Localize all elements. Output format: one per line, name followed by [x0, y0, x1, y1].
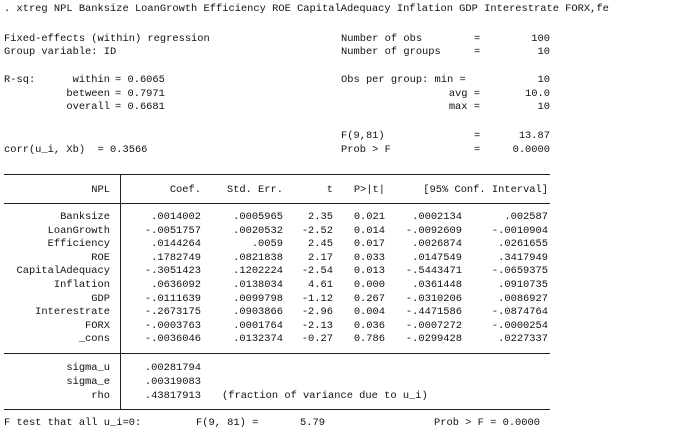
rho-value: .43817913	[144, 390, 201, 402]
cell-hi: .3417949	[498, 251, 548, 264]
cell-t: -0.27	[301, 333, 333, 346]
cell-coef: .0014002	[151, 211, 201, 223]
cell-lo: -.5443471	[405, 265, 462, 278]
fstat-value: 13.87	[518, 130, 550, 142]
sigma-u-label: sigma_u	[66, 362, 110, 374]
cell-var: Efficiency	[47, 238, 110, 251]
cell-se: .0903866	[233, 306, 283, 319]
cell-hi: -.0010904	[491, 224, 548, 237]
cell-t: -2.54	[301, 265, 333, 278]
cell-coef: -.0036046	[144, 333, 201, 346]
table-bottom-rule	[4, 409, 550, 410]
cell-coef: -.3051423	[144, 265, 201, 278]
cell-p: 0.017	[353, 238, 385, 251]
sigma-e-value: .00319083	[144, 376, 201, 388]
cell-lo: .0026874	[412, 238, 462, 251]
nobs-value: 100	[531, 33, 550, 45]
cell-t: -1.12	[301, 292, 333, 305]
table-header-rule	[4, 203, 550, 204]
cell-se: .0005965	[233, 211, 283, 223]
col-coef-header: Coef.	[169, 184, 201, 196]
cell-t: 2.35	[308, 211, 333, 223]
cell-hi: .0910735	[498, 279, 548, 291]
cell-hi: -.0000254	[491, 319, 548, 332]
cell-var: FORX	[85, 319, 110, 332]
cell-t: 2.45	[308, 238, 333, 251]
cell-p: 0.000	[353, 279, 385, 291]
col-ci-header: [95% Conf. Interval]	[423, 184, 548, 196]
cell-t: -2.13	[301, 319, 333, 332]
cell-coef: .0636092	[151, 279, 201, 291]
table-top-rule	[4, 174, 550, 175]
ftest-label: F test that all u_i=0:	[4, 417, 142, 429]
cell-se: .0821838	[233, 251, 283, 264]
cell-coef: -.0111639	[144, 292, 201, 305]
cell-t: 2.17	[308, 251, 333, 264]
cell-se: .0059	[251, 238, 283, 251]
cell-p: 0.014	[353, 224, 385, 237]
cell-lo: -.0007272	[405, 319, 462, 332]
cell-var: CapitalAdequacy	[16, 265, 110, 278]
cell-coef: -.0003763	[144, 319, 201, 332]
cell-t: -2.52	[301, 224, 333, 237]
cell-lo: -.0092609	[405, 224, 462, 237]
cell-p: 0.013	[353, 265, 385, 278]
cell-lo: .0002134	[412, 211, 462, 223]
cell-hi: .002587	[504, 211, 548, 223]
cell-se: .1202224	[233, 265, 283, 278]
cell-p: 0.004	[353, 306, 385, 319]
obs-max-value: 10	[537, 101, 550, 113]
cell-hi: .0086927	[498, 292, 548, 305]
cell-hi: .0261655	[498, 238, 548, 251]
obs-avg-value: 10.0	[525, 88, 550, 100]
cell-coef: -.2673175	[144, 306, 201, 319]
table-sigma-rule	[4, 353, 550, 354]
sigma-u-value: .00281794	[144, 362, 201, 374]
ngroups-value: 10	[537, 46, 550, 58]
cell-se: .0138034	[233, 279, 283, 291]
ngroups-label: Number of groups	[341, 46, 441, 58]
cell-lo: .0361448	[412, 279, 462, 291]
obs-min-value: 10	[537, 74, 550, 86]
cell-se: .0132374	[233, 333, 283, 346]
cell-p: 0.267	[353, 292, 385, 305]
cell-lo: -.0310206	[405, 292, 462, 305]
fstat-label: F(9,81)	[341, 130, 385, 142]
cell-t: -2.96	[301, 306, 333, 319]
cell-coef: .0144264	[151, 238, 201, 251]
cell-var: Interestrate	[35, 306, 110, 319]
cell-var: GDP	[91, 292, 110, 305]
rho-label: rho	[91, 390, 110, 402]
cell-p: 0.033	[353, 251, 385, 264]
cell-se: .0001764	[233, 319, 283, 332]
cell-var: _cons	[78, 333, 110, 346]
rsq-between-value: = 0.7971	[115, 88, 165, 100]
rsq-overall-label: overall	[66, 101, 110, 113]
cell-coef: -.0051757	[144, 224, 201, 237]
sigma-e-label: sigma_e	[66, 376, 110, 388]
ftest-stat: F(9, 81) =	[196, 417, 259, 429]
nobs-label: Number of obs	[341, 33, 423, 45]
cell-var: Inflation	[53, 279, 110, 291]
col-se-header: Std. Err.	[226, 184, 283, 196]
cell-p: 0.036	[353, 319, 385, 332]
cell-coef: .1782749	[151, 251, 201, 264]
obs-max-label: max =	[448, 101, 480, 113]
cell-var: LoanGrowth	[47, 224, 110, 237]
corr-value: corr(u_i, Xb) = 0.3566	[4, 144, 148, 156]
col-p-header: P>|t|	[353, 184, 385, 196]
command-line: . xtreg NPL Banksize LoanGrowth Efficiency ROE CapitalAdequacy Inflation GDP Interestrate FORX,fe	[4, 3, 609, 15]
rsq-within-label: within	[72, 74, 110, 86]
cell-var: ROE	[91, 251, 110, 264]
cell-hi: -.0874764	[491, 306, 548, 319]
depvar-header: NPL	[91, 184, 110, 196]
rsq-overall-value: = 0.6681	[115, 101, 165, 113]
ngroups-eq: =	[474, 46, 481, 58]
model-title: Fixed-effects (within) regression	[4, 33, 210, 45]
cell-se: .0099798	[233, 292, 283, 305]
group-variable: Group variable: ID	[4, 46, 117, 58]
rsq-label: R-sq:	[4, 74, 36, 86]
rho-note: (fraction of variance due to u_i)	[222, 390, 428, 402]
cell-hi: -.0659375	[491, 265, 548, 278]
fstat-eq: =	[474, 130, 481, 142]
probf-value: 0.0000	[512, 144, 550, 156]
cell-se: .0020532	[233, 224, 283, 237]
cell-t: 4.61	[308, 279, 333, 291]
probf-label: Prob > F	[341, 144, 391, 156]
cell-lo: .0147549	[412, 251, 462, 264]
probf-eq: =	[474, 144, 481, 156]
obs-avg-label: avg =	[448, 88, 480, 100]
cell-lo: -.0299428	[405, 333, 462, 346]
cell-lo: -.4471586	[405, 306, 462, 319]
table-column-divider	[120, 174, 121, 409]
cell-p: 0.021	[353, 211, 385, 223]
ftest-prob: Prob > F = 0.0000	[434, 417, 541, 429]
nobs-eq: =	[474, 33, 481, 45]
cell-hi: .0227337	[498, 333, 548, 346]
obs-min-label: Obs per group: min =	[341, 74, 466, 86]
rsq-within-value: = 0.6065	[115, 74, 165, 86]
ftest-value: 5.79	[300, 417, 325, 429]
cell-p: 0.786	[353, 333, 385, 346]
col-t-header: t	[326, 184, 333, 196]
cell-var: Banksize	[60, 211, 110, 223]
rsq-between-label: between	[66, 88, 110, 100]
